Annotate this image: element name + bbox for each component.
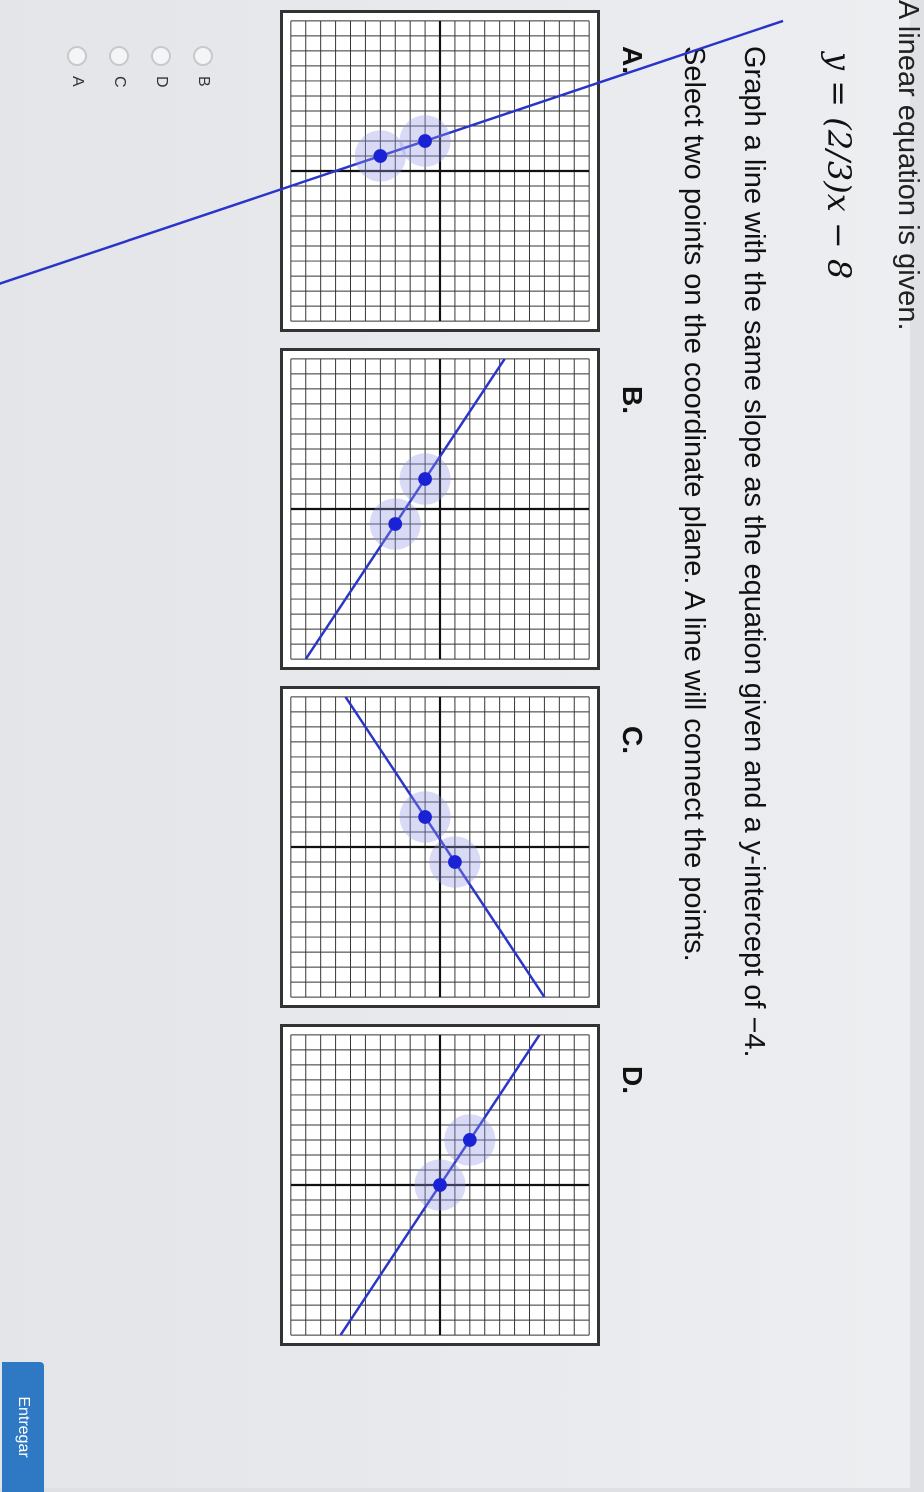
plotted-point bbox=[418, 472, 432, 486]
graph-option-c[interactable] bbox=[280, 686, 600, 1008]
plotted-point bbox=[448, 855, 462, 869]
choice-label: B bbox=[195, 76, 212, 87]
graph-option-d[interactable] bbox=[280, 1024, 600, 1346]
option-d-label: D. bbox=[617, 1066, 648, 1094]
graph-option-b[interactable] bbox=[280, 348, 600, 670]
option-a-label: A. bbox=[617, 46, 648, 74]
choice-a[interactable] bbox=[56, 46, 98, 88]
coordinate-plane-b[interactable] bbox=[283, 351, 597, 667]
plotted-point bbox=[418, 134, 432, 148]
choice-b[interactable] bbox=[182, 46, 224, 88]
choice-label: A bbox=[69, 76, 86, 87]
radio-icon[interactable] bbox=[109, 46, 129, 66]
plotted-point bbox=[418, 810, 432, 824]
plotted-point bbox=[388, 517, 402, 531]
option-c-label: C. bbox=[617, 726, 648, 754]
choice-label: C bbox=[111, 76, 128, 88]
option-b-label: B. bbox=[617, 386, 648, 414]
graph-option-a[interactable] bbox=[280, 10, 600, 332]
plotted-point bbox=[463, 1133, 477, 1147]
submit-button[interactable]: Entregar bbox=[2, 1362, 44, 1492]
choice-c[interactable] bbox=[98, 46, 140, 88]
coordinate-plane-a[interactable] bbox=[283, 13, 597, 329]
given-equation: y = (2/3)x − 8 bbox=[820, 52, 858, 280]
radio-icon[interactable] bbox=[151, 46, 171, 66]
instruction-text-2: Select two points on the coordinate plane. A line will connect the points. bbox=[678, 46, 710, 962]
radio-icon[interactable] bbox=[193, 46, 213, 66]
choice-d[interactable] bbox=[140, 46, 182, 88]
problem-intro: A linear equation is given. bbox=[892, 0, 924, 331]
coordinate-plane-c[interactable] bbox=[283, 689, 597, 1005]
answer-choices bbox=[56, 46, 224, 88]
plotted-point bbox=[373, 149, 387, 163]
plotted-point bbox=[433, 1178, 447, 1192]
radio-icon[interactable] bbox=[67, 46, 87, 66]
instruction-text: Graph a line with the same slope as the equation given and a y-intercept of −4. bbox=[738, 46, 770, 1058]
coordinate-plane-d[interactable] bbox=[283, 1027, 597, 1343]
choice-label: D bbox=[153, 76, 170, 88]
